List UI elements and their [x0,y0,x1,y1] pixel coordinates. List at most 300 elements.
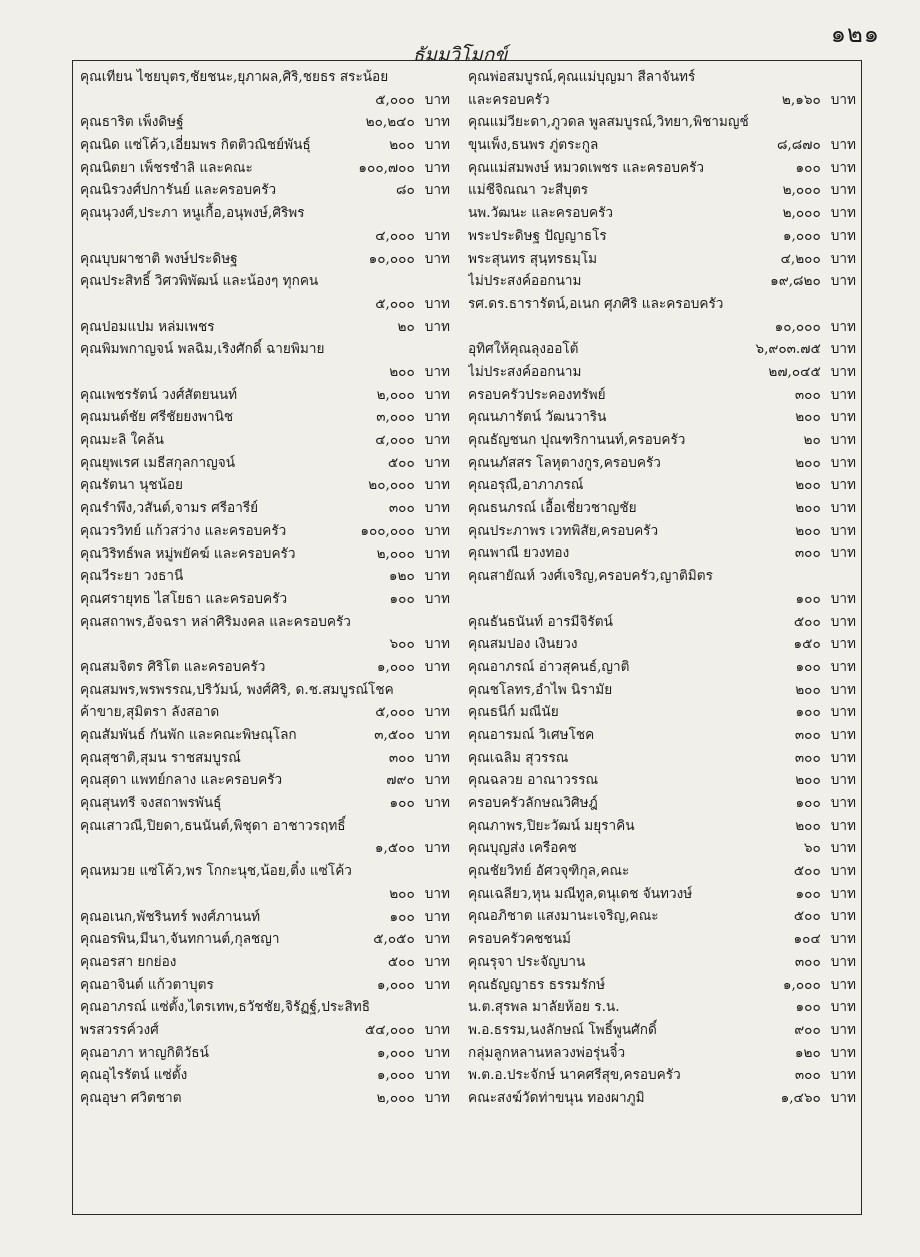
donor-entry [468,134,856,157]
donation-amount: ๑,๐๐๐ [782,227,821,244]
donation-amount: ๕๐๐ [793,613,821,630]
donation-amount: ๒๐๐ [795,772,821,789]
donor-name: คุณเฉลิม สุวรรณ [468,749,569,766]
donor-entry [468,679,856,702]
donation-amount: ๒๐๐ [389,364,415,380]
donor-entry [468,157,856,180]
donor-name: คุณนภารัตน์ วัฒนวาริน [468,409,607,426]
currency-unit: บาท [830,477,856,494]
donation-amount: ๑๕๐ [793,636,821,653]
donation [376,406,450,429]
donor-name: คุณแม่วียะดา,ภูวดล พูลสมบูรณ์,วิทยา,พิชามญช์ [468,114,749,131]
donation [375,429,450,452]
currency-unit: บาท [830,182,856,199]
currency-unit: บาท [830,409,856,426]
currency-unit: บาท [830,772,856,789]
donor-name: คุณพาณี ยวงทอง [468,545,570,562]
donation-amount: ๒๐ [803,432,821,449]
donor-entry [468,406,856,429]
donor-entry [80,543,450,566]
donor-entry [80,747,450,770]
donor-name: น.ต.สุรพล มาลัยห้อย ร.น. [468,999,620,1016]
donation [377,1064,450,1087]
donation-amount: ๕๔,๐๐๐ [364,1021,415,1038]
donor-name: คุณอรสา ยกย่อง [80,953,177,970]
donor-name: คุณสถาพร,อัจฉรา หล่าศิริมงคล และครอบครัว [80,613,351,630]
donation [796,701,856,724]
donor-entry [80,474,450,497]
donation-amount: ๒๐๐ [389,137,415,154]
donation-amount: ๒๐๐ [795,681,821,698]
donation [795,406,856,429]
currency-unit: บาท [830,1044,856,1061]
donor-name: อุทิศให้คุณลุงออโต้ [468,341,579,358]
donor-entry [468,542,856,565]
donation [398,316,451,339]
currency-unit: บาท [424,295,450,312]
donation [794,1019,856,1042]
currency-unit: บาท [424,727,450,744]
donor-name: คุณอรุณี,อาภาภรณ์ [468,477,584,494]
donor-name: คุณสุชาติ,สุมน ราชสมบูรณ์ [80,749,241,766]
donation [390,792,450,815]
donation-amount: ๕๐๐ [387,454,415,471]
donation [389,361,450,384]
currency-unit: บาท [830,91,856,108]
donor-name: พรสวรรค์วงศ์ [80,1021,159,1038]
donor-entry [80,406,450,429]
donation [795,452,856,475]
donation-amount: ๕๐๐ [793,863,821,880]
donor-name: นพ.วัฒนะ และครอบครัว [468,205,614,222]
donor-entry [80,565,450,588]
currency-unit: บาท [424,636,450,653]
currency-unit: บาท [830,636,856,653]
donor-entry [468,905,856,928]
donor-entry [80,974,450,997]
donation [782,89,856,112]
donor-entry [80,815,450,860]
donor-name: คุณภาพร,ปิยะวัฒน์ มยุราคิน [468,817,635,834]
donor-entry [80,1019,450,1042]
donation [795,951,856,974]
donation-amount: ๓๐๐ [794,545,821,562]
donor-name: คุณมะลิ ใคล้น [80,432,164,449]
donation [389,565,450,588]
donation-amount: ๑๐๐ [389,795,415,812]
donation [377,543,450,566]
donor-entry [468,611,856,634]
currency-unit: บาท [424,885,450,902]
donor-name: คุณประภาพร เวทพิสัย,ครอบครัว [468,522,659,539]
donor-name: คณะสงฆ์วัดท่าขนุน ทองผาภูมิ [468,1089,645,1106]
donation-amount: ๒,๑๖๐ [781,91,821,108]
page-number: ๑๒๑ [830,20,880,48]
donation [389,747,450,770]
currency-unit: บาท [830,817,856,834]
currency-unit: บาท [424,318,450,335]
donor-entry [468,111,856,134]
donation [396,179,450,202]
currency-unit: บาท [830,613,856,630]
donation-amount: ๒๐๐ [795,454,821,471]
donor-entry [80,111,450,134]
donor-name: คุณหมวย แซ่โค้ว,พร โกกะนุช,น้อย,ติ๋ง แซ่โค้ว [80,863,352,880]
donor-name: ครอบครัวประคองทรัพย์ [468,386,606,403]
donation-amount: ๑๐๐ [795,999,821,1016]
donor-entry [80,951,450,974]
donor-name: และครอบครัว [468,91,550,108]
donor-name: คุณอภิชาต แสงมานะเจริญ,คณะ [468,908,659,925]
donation [369,248,450,271]
donor-entry [468,792,856,815]
donation-amount: ๘,๘๗๐ [776,137,821,154]
donor-entry [468,66,856,89]
donation [375,293,450,316]
donation [377,384,450,407]
donation [375,89,450,112]
currency-unit: บาท [830,386,856,403]
donation-amount: ๒,๐๐๐ [376,386,415,403]
currency-unit: บาท [830,250,856,267]
donor-entry [468,429,856,452]
currency-unit: บาท [424,227,450,244]
donation [358,157,450,180]
donation-amount: ๒,๐๐๐ [376,545,415,562]
donor-entry [80,1042,450,1065]
donor-entry [80,497,450,520]
donation [796,157,856,180]
donor-name: คุณปอมแปม หล่มเพชร [80,318,215,335]
donor-entry [468,1042,856,1065]
donor-name: คุณธาริต เพ็งดิษฐ์ [80,114,184,131]
donor-entry [468,860,856,883]
donation-amount: ๑๐๐ [795,795,821,812]
donation-amount: ๒๐ [397,318,415,335]
donor-entry [80,1087,450,1110]
currency-unit: บาท [424,590,450,607]
donor-name: คุณวีระยา วงธานี [80,568,184,585]
donation-amount: ๑,๐๐๐ [376,976,415,993]
donation [390,633,450,656]
donor-entry [468,225,856,248]
donor-entry [80,656,450,679]
donor-entry [468,996,856,1019]
currency-unit: บาท [830,1021,856,1038]
currency-unit: บาท [830,205,856,222]
donation [770,270,856,293]
donation [377,1087,450,1110]
donor-name: คุณนิตยา เพ็ชรชำลิ และคณะ [80,159,253,176]
donation [368,474,450,497]
donation [795,1064,856,1087]
donor-entry [468,837,856,860]
donor-name: ครอบครัวลักษณวิศิษฎ์ [468,795,598,812]
donation-amount: ๕,๐๕๐ [373,931,415,948]
donation [377,974,450,997]
donation [373,928,450,951]
donor-name: คุณแม่สมพงษ์ หมวดเพชร และครอบครัว [468,159,705,176]
donation-amount: ๔,๐๐๐ [375,432,415,449]
donor-name: ขุนเพ็ง,ธนพร ภู่ตระกูล [468,137,599,154]
currency-unit: บาท [830,976,856,993]
donation [795,542,856,565]
donation [804,837,856,860]
currency-unit: บาท [830,658,856,675]
donor-name: คุณอาภรณ์ อ่าวสุคนธ์,ญาติ [468,658,630,675]
donor-name: คุณธัญชนก ปุณฑริกานนท์,ครอบครัว [468,432,686,449]
donor-name: คุณเพชรรัตน์ วงศ์สัตยนนท์ [80,386,238,403]
donation [781,248,856,271]
donor-entry [468,928,856,951]
donation-amount: ๑๙,๘๒๐ [770,273,821,290]
currency-unit: บาท [830,840,856,857]
currency-unit: บาท [424,953,450,970]
donor-entry [468,338,856,361]
donor-name: คุณนุวงศ์,ประภา หนูเกื้อ,อนุพงษ์,ศิริพร [80,205,305,222]
donor-name: คุณเฉลียว,หุน มณีทูล,ดนุเดช จันทวงษ์ [468,885,693,902]
donor-name: คุณอาจินต์ แก้วตาบุตร [80,976,214,993]
donation [377,1042,450,1065]
donation-amount: ๑๐๐ [795,704,821,721]
donor-entry [468,974,856,997]
donor-name: คุณอาภรณ์ แซ่ตั้ง,ไตรเทพ,ธวัชชัย,จิรัฏฐ์,ประสิทธิ [80,999,370,1016]
donor-entry [80,134,450,157]
donation-amount: ๔,๒๐๐ [780,250,821,267]
donation [366,111,450,134]
donor-entry [80,202,450,247]
donor-entry [80,384,450,407]
donor-name: คุณศรายุทธ ไสโยธา และครอบครัว [80,590,288,607]
donor-entry [468,248,856,271]
currency-unit: บาท [830,953,856,970]
currency-unit: บาท [830,704,856,721]
donor-entry [468,815,856,838]
donation [795,520,856,543]
donor-name: คุณสมปอง เงินยวง [468,636,578,653]
donation-amount: ๓๐๐ [794,1067,821,1084]
currency-unit: บาท [830,137,856,154]
donation [386,769,450,792]
currency-unit: บาท [424,976,450,993]
donation-amount: ๕,๐๐๐ [375,295,415,312]
donation-amount: ๙๐๐ [794,1021,821,1038]
currency-unit: บาท [830,885,856,902]
currency-unit: บาท [424,364,450,380]
donor-entry [80,769,450,792]
donor-name: คุณรัตนา นุชน้อย [80,477,184,494]
donor-entry [80,860,450,905]
donation [783,974,856,997]
donor-entry [80,429,450,452]
donor-list-left [80,66,450,1110]
donor-entry [80,157,450,180]
donor-name: คุณชโลทร,อำไพ นิรามัย [468,681,613,698]
donation-amount: ๑๐,๐๐๐ [774,318,821,335]
donation [374,724,450,747]
donor-name: คุณอเนก,พัชรินทร์ พงศ์ภานนท์ [80,908,261,925]
donor-entry [468,89,856,112]
donation [389,883,450,906]
donation-amount: ๓๐๐ [388,500,415,517]
donor-name: คุณชัยวิทย์ อัศวจุฑิกุล,คณะ [468,863,630,880]
donation [804,429,857,452]
donation-amount: ๑,๐๐๐ [782,976,821,993]
currency-unit: บาท [424,137,450,154]
donation-amount: ๖,๙๐๓.๗๕ [755,341,821,358]
donation-amount: ๑,๐๐๐ [376,1067,415,1084]
currency-unit: บาท [830,1089,856,1106]
currency-unit: บาท [830,159,856,176]
currency-unit: บาท [424,182,450,199]
currency-unit: บาท [424,931,450,948]
donation [796,883,856,906]
donor-entry [80,792,450,815]
currency-unit: บาท [424,250,450,267]
donor-name: คุณสมพร,พรพรรณ,ปริวัมน์, พงศ์ศิริ, ด.ช.สมบูรณ์โชค [80,681,394,698]
currency-unit: บาท [424,749,450,766]
donation [375,837,450,860]
currency-unit: บาท [424,545,450,562]
donation [794,611,856,634]
donation-amount: ๕,๐๐๐ [375,91,415,108]
donation-amount: ๑,๕๐๐ [374,840,415,857]
donation-amount: ๒๐๐ [795,817,821,834]
donation [795,679,856,702]
donor-entry [468,951,856,974]
donation-amount: ๒๐,๐๐๐ [368,477,415,494]
currency-unit: บาท [424,500,450,517]
donor-name: คุณอรพิน,มีนา,จันทกานต์,กุลชญา [80,931,280,948]
donation-amount: ๒,๐๐๐ [782,205,821,222]
currency-unit: บาท [424,658,450,675]
currency-unit: บาท [424,522,450,539]
donor-name: คุณเทียน ไชยบุตร,ชัยชนะ,ยุภาผล,ศิริ,ชยธร สระน้อย [80,69,389,85]
donation [794,633,856,656]
donor-name: คุณมนต์ชัย ศรีชัยยงพานิช [80,409,234,426]
donor-name: ไม่ประสงค์ออกนาม [468,363,582,380]
donation-amount: ๓๐๐ [794,726,821,743]
currency-unit: บาท [424,568,450,585]
donor-name: พ.ต.อ.ประจักษ์ นาคศรีสุข,ครอบครัว [468,1067,681,1084]
donor-entry [80,179,450,202]
donor-entry [80,724,450,747]
donation [755,338,856,361]
donation [390,906,450,929]
donor-name: คุณสายัณห์ วงศ์เจริญ,ครอบครัว,ญาติมิตร [468,568,713,585]
donation [795,724,856,747]
donation-amount: ๑๐๔ [793,931,821,948]
donor-name: แม่ชีจิณณา วะสีบุตร [468,182,589,199]
currency-unit: บาท [424,114,450,131]
donation [796,588,856,611]
donation-amount: ๓,๐๐๐ [376,409,415,426]
donor-name: พระประดิษฐ ปัญญาธโร [468,227,607,244]
donor-entry [80,248,450,271]
currency-unit: บาท [424,704,450,721]
donor-name: คุณสุนทรี จงสถาพรพันธุ์ [80,795,222,812]
currency-unit: บาท [830,931,856,948]
donation-amount: ๑๐๐ [795,590,821,607]
donor-name: คุณบุบผาชาติ พงษ์ประดิษฐ [80,250,238,267]
donor-list-right [468,66,856,1110]
donation [795,747,856,770]
donation-amount: ๑๐๐ [389,908,415,925]
donation-amount: ๑๐๐ [795,159,821,176]
donation-amount: ๓๐๐ [794,953,821,970]
donation-amount: ๓๐๐ [794,749,821,766]
currency-unit: บาท [424,1090,450,1107]
donor-entry [80,520,450,543]
donation-amount: ๑๐๐,๗๐๐ [358,159,415,176]
donation [795,497,856,520]
currency-unit: บาท [424,409,450,426]
donor-entry [468,270,856,293]
donor-name: คุณเสาวณี,ปิยดา,ธนนันต์,พิชุดา อาชาวรฤทธิ์ [80,817,346,834]
currency-unit: บาท [830,908,856,925]
donor-name: คุณรำพึง,วสันต์,จามร ศรีอารีย์ [80,500,259,517]
donor-entry [468,701,856,724]
donor-entry [80,316,450,339]
currency-unit: บาท [424,477,450,494]
donation-amount: ๑๐,๐๐๐ [368,250,415,267]
donor-entry [468,747,856,770]
donation-amount: ๒,๐๐๐ [376,1090,415,1107]
currency-unit: บาท [830,432,856,449]
donor-name: คุณอาภา หาญกิติวัธน์ [80,1044,209,1061]
donor-name: คุณประสิทธิ์ วิศวพิพัฒน์ และน้องๆ ทุกคน [80,273,319,290]
donation [365,1019,450,1042]
currency-unit: บาท [830,500,856,517]
donation-amount: ๑๐๐ [389,590,415,607]
donation-amount: ๓,๕๐๐ [374,727,415,744]
donor-name: คุณนภัสสร โลหุตางกูร,ครอบครัว [468,454,661,471]
currency-unit: บาท [830,318,856,335]
currency-unit: บาท [830,363,856,380]
donor-entry [468,656,856,679]
donation [795,815,856,838]
donor-entry [468,497,856,520]
donation-amount: ๗๙๐ [386,772,415,789]
donor-name: คุณพิมพกาญจน์ พลฉิม,เริงศักดิ์ ฉายพิมาย [80,341,325,358]
donation-amount: ๑๐๐,๐๐๐ [360,522,415,539]
donor-entry [80,906,450,929]
donation [796,996,856,1019]
donor-name: คุณพ่อสมบูรณ์,คุณแม่บุญมา สีลาจันทร์ [468,69,696,85]
donation [796,792,856,815]
donor-entry [468,520,856,543]
donor-entry [468,883,856,906]
donor-entry [468,179,856,202]
donation-amount: ๒๐๐ [389,885,415,902]
donation [794,905,856,928]
donation-amount: ๕๐๐ [793,908,821,925]
donor-name: คุณรุจา ประจัญบาน [468,953,586,970]
donor-entry [468,724,856,747]
currency-unit: บาท [830,273,856,290]
donor-entry [468,633,856,656]
donation-amount: ๑๒๐ [388,568,415,585]
currency-unit: บาท [424,908,450,925]
donor-name: คุณธนีก์ มณีนัย [468,704,559,721]
donation [781,1087,856,1110]
currency-unit: บาท [830,545,856,562]
currency-unit: บาท [830,795,856,812]
donation-amount: ๑๐๐ [795,885,821,902]
currency-unit: บาท [424,1021,450,1038]
donation [795,1042,856,1065]
donation-amount: ๖๐๐ [389,636,415,653]
